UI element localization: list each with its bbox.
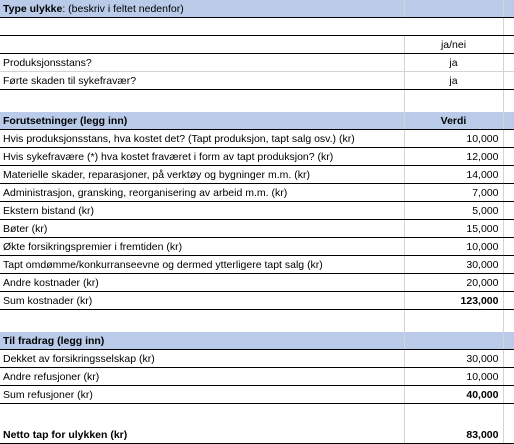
cost-label: Bøter (kr) [0, 220, 404, 238]
yn-header-spacer [0, 36, 404, 54]
cost-label: Hvis sykefravære (*) hva kostet fraværet i form av tapt produksjon? (kr) [0, 148, 404, 166]
cost-total-row [0, 292, 514, 310]
cost-row [0, 130, 514, 148]
type-description-field[interactable] [0, 18, 503, 36]
cost-total-value: 123,000 [404, 292, 503, 310]
yn-value[interactable]: ja [404, 54, 503, 72]
yn-row [0, 72, 514, 90]
deduct-total-value: 40,000 [404, 386, 503, 404]
type-label: Type ulykke [3, 2, 63, 15]
cost-value[interactable]: 14,000 [404, 166, 503, 184]
cost-label: Økte forsikringspremier i fremtiden (kr) [0, 238, 404, 256]
type-header-cell[interactable] [0, 0, 404, 18]
prereq-title: Forutsetninger (legg inn) [0, 112, 404, 130]
cost-row [0, 148, 514, 166]
type-header-empty[interactable] [404, 0, 503, 18]
cost-value[interactable]: 5,000 [404, 202, 503, 220]
cost-row [0, 238, 514, 256]
type-hint: : (beskriv i feltet nedenfor) [62, 2, 184, 15]
cost-label: Andre kostnader (kr) [0, 274, 404, 292]
type-description-row [0, 18, 514, 36]
prereq-header-row [0, 112, 514, 130]
cost-value[interactable]: 30,000 [404, 256, 503, 274]
deduct-total-label: Sum refusjoner (kr) [0, 386, 404, 404]
net-label: Netto tap for ulykken (kr) [0, 426, 404, 444]
deduct-total-row [0, 386, 514, 404]
cost-value[interactable]: 10,000 [404, 130, 503, 148]
spacer-row [0, 90, 514, 113]
cost-row [0, 184, 514, 202]
deduct-value[interactable]: 10,000 [404, 368, 503, 386]
yn-row [0, 54, 514, 72]
spacer-row [0, 404, 514, 427]
cost-value[interactable]: 20,000 [404, 274, 503, 292]
cost-label: Administrasjon, gransking, reorganisering av arbeid m.m. (kr) [0, 184, 404, 202]
cost-total-label: Sum kostnader (kr) [0, 292, 404, 310]
deduct-value[interactable]: 30,000 [404, 350, 503, 368]
yn-value[interactable]: ja [404, 72, 503, 90]
deduct-header-row [0, 332, 514, 350]
cost-label: Ekstern bistand (kr) [0, 202, 404, 220]
cost-label: Materielle skader, reparasjoner, på verktøy og bygninger m.m. (kr) [0, 166, 404, 184]
cost-row [0, 256, 514, 274]
cost-row [0, 202, 514, 220]
cost-row [0, 166, 514, 184]
cost-value[interactable]: 15,000 [404, 220, 503, 238]
cost-value[interactable]: 12,000 [404, 148, 503, 166]
type-header-row [0, 0, 514, 18]
cost-row [0, 274, 514, 292]
deduct-title: Til fradrag (legg inn) [0, 332, 404, 350]
yn-label: Produksjonsstans? [0, 54, 404, 72]
cost-label: Hvis produksjonsstans, hva kostet det? (Tapt produksjon, tapt salg osv.) (kr) [0, 130, 404, 148]
yn-header: ja/nei [404, 36, 503, 54]
value-column-header: Verdi [404, 112, 503, 130]
yn-header-row [0, 36, 514, 54]
yn-label: Førte skaden til sykefravær? [0, 72, 404, 90]
deduct-row [0, 350, 514, 368]
deduct-row [0, 368, 514, 386]
deduct-label: Andre refusjoner (kr) [0, 368, 404, 386]
cost-label: Tapt omdømme/konkurranseevne og dermed ytterligere tapt salg (kr) [0, 256, 404, 274]
cost-value[interactable]: 10,000 [404, 238, 503, 256]
deduct-label: Dekket av forsikringsselskap (kr) [0, 350, 404, 368]
net-value: 83,000 [404, 426, 503, 444]
spacer-row [0, 310, 514, 333]
cost-value[interactable]: 7,000 [404, 184, 503, 202]
cost-row [0, 220, 514, 238]
